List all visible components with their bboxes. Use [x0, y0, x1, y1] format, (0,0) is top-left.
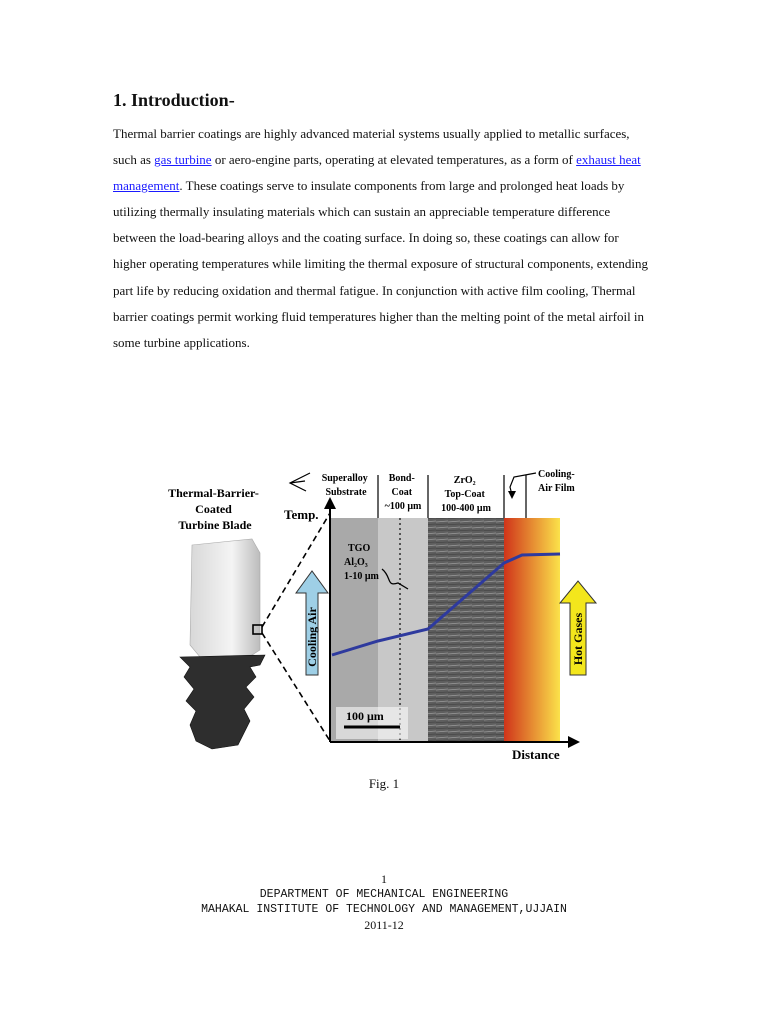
- cooling-film-label: Cooling- Air Film: [538, 469, 575, 494]
- para-text-1: Thermal barrier coatings are highly advanced material systems usually applied to metallic surfaces, such as: [113, 126, 630, 168]
- section-heading: 1. Introduction-: [113, 90, 235, 110]
- zoom-line-bottom: [262, 633, 330, 741]
- top-coat-layer: [428, 518, 504, 742]
- exhaust-heat-management-link[interactable]: exhaust heat management: [113, 152, 641, 194]
- temp-axis-label: Temp.: [284, 507, 319, 522]
- superalloy-label: Superalloy Substrate: [321, 473, 368, 498]
- para-text-2: or aero-engine parts, operating at elevated temperatures, as a form of: [211, 152, 577, 168]
- turbine-blade-airfoil: [190, 539, 260, 657]
- blade-label: Thermal-Barrier- Coated Turbine Blade: [168, 486, 259, 532]
- tbc-diagram: [160, 465, 610, 765]
- footer-department: DEPARTMENT OF MECHANICAL ENGINEERING: [259, 888, 509, 901]
- superalloy-pointer-icon: [290, 473, 310, 491]
- hot-gas-zone: [504, 518, 560, 742]
- figure-caption: Fig. 1: [368, 776, 400, 791]
- cooling-air-label: Cooling Air: [305, 607, 319, 667]
- footer-year: 2011-12: [364, 918, 404, 932]
- bond-coat-label: Bond- Coat ~100 μm: [384, 473, 422, 512]
- zoom-line-top: [262, 513, 330, 627]
- gas-turbine-link[interactable]: gas turbine: [154, 152, 212, 168]
- distance-axis-arrowhead: [568, 736, 580, 748]
- temp-axis-arrowhead: [324, 497, 336, 509]
- intro-paragraph: [113, 121, 653, 356]
- cooling-film-arrow-icon: [508, 491, 516, 499]
- distance-axis-label: Distance: [512, 747, 560, 762]
- turbine-blade-root: [180, 655, 265, 749]
- page-number: 1: [381, 872, 387, 886]
- footer-institute: MAHAKAL INSTITUTE OF TECHNOLOGY AND MANAGEMENT,UJJAIN: [201, 903, 567, 916]
- scale-bar-label: 100 μm: [346, 709, 384, 723]
- top-coat-label: ZrO₂ Top-Coat 100-400 μm: [441, 475, 491, 514]
- para-text-3: . These coatings serve to insulate components from large and prolonged heat loads by utilizing thermally insulating materials which can sustain an appreciable temperature difference between the load-bearing alloys and the coating surface. In doing so, these coatings can allow for higher operating temperatures while limiting the thermal exposure of structural components, extending part life by reducing oxidation and thermal fatigue. In conjunction with active film cooling, Thermal barrier coatings permit working fluid temperatures higher than the melting point of the metal airfoil in some turbine applications.: [113, 178, 649, 350]
- tgo-label: TGO Al₂O₃ 1-10 μm: [344, 543, 379, 582]
- tbc-figure: [160, 465, 610, 765]
- hot-gases-label: Hot Gases: [571, 612, 585, 666]
